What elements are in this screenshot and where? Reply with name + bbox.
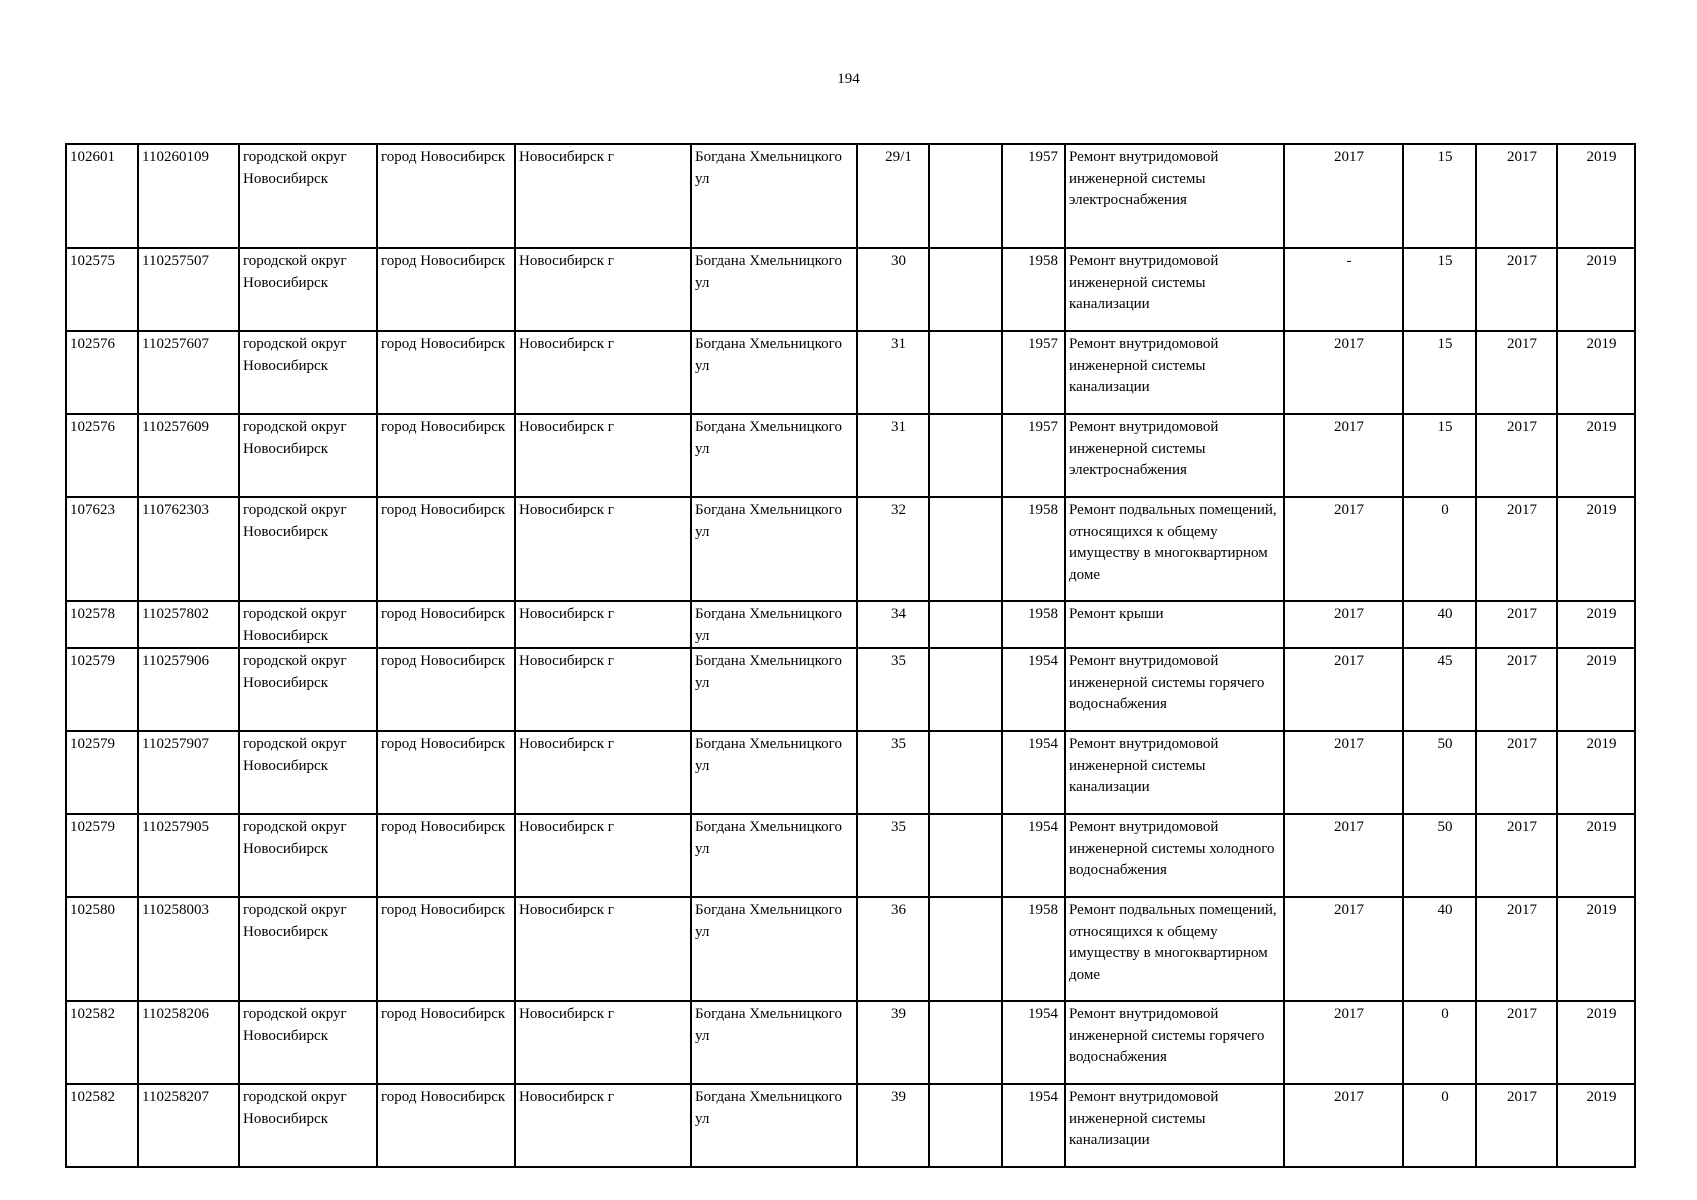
table-row [66, 414, 1635, 497]
cell-wear: 0 [1403, 497, 1476, 601]
cell-street: Богдана Хмельницкого ул [691, 331, 857, 414]
cell-street: Богдана Хмельницкого ул [691, 648, 857, 731]
cell-code: 110258003 [138, 897, 239, 1001]
cell-street: Богдана Хмельницкого ул [691, 601, 857, 648]
cell-settlement: город Новосибирск [377, 648, 515, 731]
cell-district: городской округ Новосибирск [239, 331, 377, 414]
cell-id: 102576 [66, 414, 138, 497]
cell-last-repair: 2017 [1284, 1001, 1403, 1084]
cell-last-repair: 2017 [1284, 1084, 1403, 1167]
cell-city: Новосибирск г [515, 414, 691, 497]
cell-city: Новосибирск г [515, 897, 691, 1001]
cell-wear: 40 [1403, 897, 1476, 1001]
cell-work: Ремонт внутридомовой инженерной системы канализации [1065, 331, 1284, 414]
table-row [66, 144, 1635, 248]
cell-plan-from: 2017 [1476, 248, 1557, 331]
cell-plan-to: 2019 [1557, 144, 1635, 248]
cell-extra [929, 1084, 1002, 1167]
cell-id: 102601 [66, 144, 138, 248]
cell-house: 36 [857, 897, 929, 1001]
table-row [66, 497, 1635, 601]
cell-settlement: город Новосибирск [377, 601, 515, 648]
cell-house: 29/1 [857, 144, 929, 248]
cell-city: Новосибирск г [515, 731, 691, 814]
cell-id: 102579 [66, 814, 138, 897]
cell-plan-from: 2017 [1476, 648, 1557, 731]
cell-street: Богдана Хмельницкого ул [691, 731, 857, 814]
cell-extra [929, 414, 1002, 497]
table-row [66, 248, 1635, 331]
cell-plan-from: 2017 [1476, 731, 1557, 814]
cell-city: Новосибирск г [515, 497, 691, 601]
cell-house: 35 [857, 731, 929, 814]
cell-work: Ремонт подвальных помещений, относящихся к общему имуществу в многоквартирном доме [1065, 497, 1284, 601]
cell-city: Новосибирск г [515, 814, 691, 897]
cell-plan-to: 2019 [1557, 601, 1635, 648]
cell-house: 35 [857, 814, 929, 897]
cell-extra [929, 1001, 1002, 1084]
cell-year-built: 1954 [1002, 731, 1065, 814]
cell-code: 110257609 [138, 414, 239, 497]
cell-plan-from: 2017 [1476, 1084, 1557, 1167]
cell-code: 110257802 [138, 601, 239, 648]
cell-plan-from: 2017 [1476, 144, 1557, 248]
cell-street: Богдана Хмельницкого ул [691, 814, 857, 897]
cell-id: 102580 [66, 897, 138, 1001]
cell-id: 102579 [66, 731, 138, 814]
cell-id: 102575 [66, 248, 138, 331]
cell-last-repair: 2017 [1284, 814, 1403, 897]
cell-settlement: город Новосибирск [377, 331, 515, 414]
cell-extra [929, 897, 1002, 1001]
cell-plan-to: 2019 [1557, 1001, 1635, 1084]
cell-year-built: 1957 [1002, 144, 1065, 248]
cell-id: 102579 [66, 648, 138, 731]
cell-code: 110257607 [138, 331, 239, 414]
page-number: 194 [837, 71, 860, 87]
cell-settlement: город Новосибирск [377, 897, 515, 1001]
cell-code: 110257907 [138, 731, 239, 814]
cell-last-repair: 2017 [1284, 897, 1403, 1001]
cell-year-built: 1954 [1002, 648, 1065, 731]
cell-extra [929, 248, 1002, 331]
cell-plan-to: 2019 [1557, 814, 1635, 897]
cell-plan-to: 2019 [1557, 248, 1635, 331]
cell-street: Богдана Хмельницкого ул [691, 248, 857, 331]
table-row [66, 897, 1635, 1001]
table-row [66, 814, 1635, 897]
cell-plan-from: 2017 [1476, 814, 1557, 897]
cell-house: 32 [857, 497, 929, 601]
cell-code: 110258206 [138, 1001, 239, 1084]
cell-code: 110257507 [138, 248, 239, 331]
cell-city: Новосибирск г [515, 648, 691, 731]
cell-work: Ремонт подвальных помещений, относящихся к общему имуществу в многоквартирном доме [1065, 897, 1284, 1001]
cell-code: 110762303 [138, 497, 239, 601]
cell-extra [929, 731, 1002, 814]
cell-house: 39 [857, 1084, 929, 1167]
cell-plan-from: 2017 [1476, 497, 1557, 601]
cell-extra [929, 814, 1002, 897]
cell-last-repair: 2017 [1284, 497, 1403, 601]
cell-year-built: 1957 [1002, 414, 1065, 497]
cell-last-repair: 2017 [1284, 731, 1403, 814]
cell-house: 31 [857, 331, 929, 414]
cell-house: 30 [857, 248, 929, 331]
cell-street: Богдана Хмельницкого ул [691, 414, 857, 497]
cell-street: Богдана Хмельницкого ул [691, 1084, 857, 1167]
cell-wear: 0 [1403, 1001, 1476, 1084]
cell-settlement: город Новосибирск [377, 414, 515, 497]
cell-work: Ремонт внутридомовой инженерной системы холодного водоснабжения [1065, 814, 1284, 897]
cell-extra [929, 601, 1002, 648]
cell-wear: 15 [1403, 144, 1476, 248]
cell-work: Ремонт крыши [1065, 601, 1284, 648]
cell-plan-from: 2017 [1476, 601, 1557, 648]
cell-settlement: город Новосибирск [377, 1001, 515, 1084]
cell-settlement: город Новосибирск [377, 497, 515, 601]
cell-wear: 0 [1403, 1084, 1476, 1167]
cell-last-repair: - [1284, 248, 1403, 331]
cell-plan-to: 2019 [1557, 1084, 1635, 1167]
cell-plan-to: 2019 [1557, 331, 1635, 414]
cell-year-built: 1954 [1002, 1084, 1065, 1167]
cell-id: 107623 [66, 497, 138, 601]
cell-extra [929, 648, 1002, 731]
cell-year-built: 1954 [1002, 1001, 1065, 1084]
cell-plan-to: 2019 [1557, 897, 1635, 1001]
cell-work: Ремонт внутридомовой инженерной системы канализации [1065, 248, 1284, 331]
cell-last-repair: 2017 [1284, 601, 1403, 648]
cell-id: 102582 [66, 1001, 138, 1084]
cell-street: Богдана Хмельницкого ул [691, 1001, 857, 1084]
cell-extra [929, 331, 1002, 414]
cell-work: Ремонт внутридомовой инженерной системы электроснабжения [1065, 414, 1284, 497]
cell-city: Новосибирск г [515, 248, 691, 331]
cell-street: Богдана Хмельницкого ул [691, 497, 857, 601]
cell-work: Ремонт внутридомовой инженерной системы горячего водоснабжения [1065, 648, 1284, 731]
cell-settlement: город Новосибирск [377, 248, 515, 331]
cell-settlement: город Новосибирск [377, 144, 515, 248]
cell-wear: 15 [1403, 414, 1476, 497]
cell-settlement: город Новосибирск [377, 731, 515, 814]
cell-wear: 45 [1403, 648, 1476, 731]
cell-plan-to: 2019 [1557, 497, 1635, 601]
cell-wear: 50 [1403, 731, 1476, 814]
cell-district: городской округ Новосибирск [239, 414, 377, 497]
cell-district: городской округ Новосибирск [239, 814, 377, 897]
cell-id: 102582 [66, 1084, 138, 1167]
cell-house: 34 [857, 601, 929, 648]
cell-code: 110257906 [138, 648, 239, 731]
table-body [66, 144, 1635, 1167]
cell-plan-to: 2019 [1557, 648, 1635, 731]
cell-city: Новосибирск г [515, 331, 691, 414]
repair-registry-table [65, 143, 1636, 1168]
cell-extra [929, 144, 1002, 248]
cell-district: городской округ Новосибирск [239, 248, 377, 331]
cell-wear: 50 [1403, 814, 1476, 897]
cell-year-built: 1954 [1002, 814, 1065, 897]
cell-code: 110257905 [138, 814, 239, 897]
table-row [66, 601, 1635, 648]
cell-district: городской округ Новосибирск [239, 601, 377, 648]
cell-plan-from: 2017 [1476, 897, 1557, 1001]
cell-last-repair: 2017 [1284, 144, 1403, 248]
cell-code: 110260109 [138, 144, 239, 248]
cell-year-built: 1958 [1002, 497, 1065, 601]
cell-year-built: 1958 [1002, 601, 1065, 648]
cell-district: городской округ Новосибирск [239, 144, 377, 248]
cell-code: 110258207 [138, 1084, 239, 1167]
cell-plan-from: 2017 [1476, 331, 1557, 414]
cell-district: городской округ Новосибирск [239, 731, 377, 814]
cell-year-built: 1958 [1002, 897, 1065, 1001]
table-row [66, 731, 1635, 814]
cell-district: городской округ Новосибирск [239, 648, 377, 731]
cell-house: 35 [857, 648, 929, 731]
cell-district: городской округ Новосибирск [239, 1001, 377, 1084]
cell-work: Ремонт внутридомовой инженерной системы канализации [1065, 1084, 1284, 1167]
cell-id: 102576 [66, 331, 138, 414]
cell-settlement: город Новосибирск [377, 1084, 515, 1167]
cell-plan-from: 2017 [1476, 1001, 1557, 1084]
cell-house: 31 [857, 414, 929, 497]
cell-last-repair: 2017 [1284, 414, 1403, 497]
cell-id: 102578 [66, 601, 138, 648]
cell-plan-to: 2019 [1557, 414, 1635, 497]
table-row [66, 1084, 1635, 1167]
cell-last-repair: 2017 [1284, 331, 1403, 414]
cell-house: 39 [857, 1001, 929, 1084]
cell-city: Новосибирск г [515, 601, 691, 648]
cell-city: Новосибирск г [515, 144, 691, 248]
cell-wear: 40 [1403, 601, 1476, 648]
cell-plan-to: 2019 [1557, 731, 1635, 814]
table-row [66, 1001, 1635, 1084]
cell-wear: 15 [1403, 331, 1476, 414]
cell-street: Богдана Хмельницкого ул [691, 144, 857, 248]
cell-work: Ремонт внутридомовой инженерной системы канализации [1065, 731, 1284, 814]
cell-year-built: 1958 [1002, 248, 1065, 331]
cell-wear: 15 [1403, 248, 1476, 331]
cell-city: Новосибирск г [515, 1001, 691, 1084]
cell-last-repair: 2017 [1284, 648, 1403, 731]
cell-settlement: город Новосибирск [377, 814, 515, 897]
cell-work: Ремонт внутридомовой инженерной системы электроснабжения [1065, 144, 1284, 248]
cell-district: городской округ Новосибирск [239, 497, 377, 601]
cell-work: Ремонт внутридомовой инженерной системы горячего водоснабжения [1065, 1001, 1284, 1084]
cell-street: Богдана Хмельницкого ул [691, 897, 857, 1001]
table-row [66, 331, 1635, 414]
cell-plan-from: 2017 [1476, 414, 1557, 497]
cell-district: городской округ Новосибирск [239, 1084, 377, 1167]
cell-year-built: 1957 [1002, 331, 1065, 414]
cell-district: городской округ Новосибирск [239, 897, 377, 1001]
cell-city: Новосибирск г [515, 1084, 691, 1167]
cell-extra [929, 497, 1002, 601]
table-row [66, 648, 1635, 731]
